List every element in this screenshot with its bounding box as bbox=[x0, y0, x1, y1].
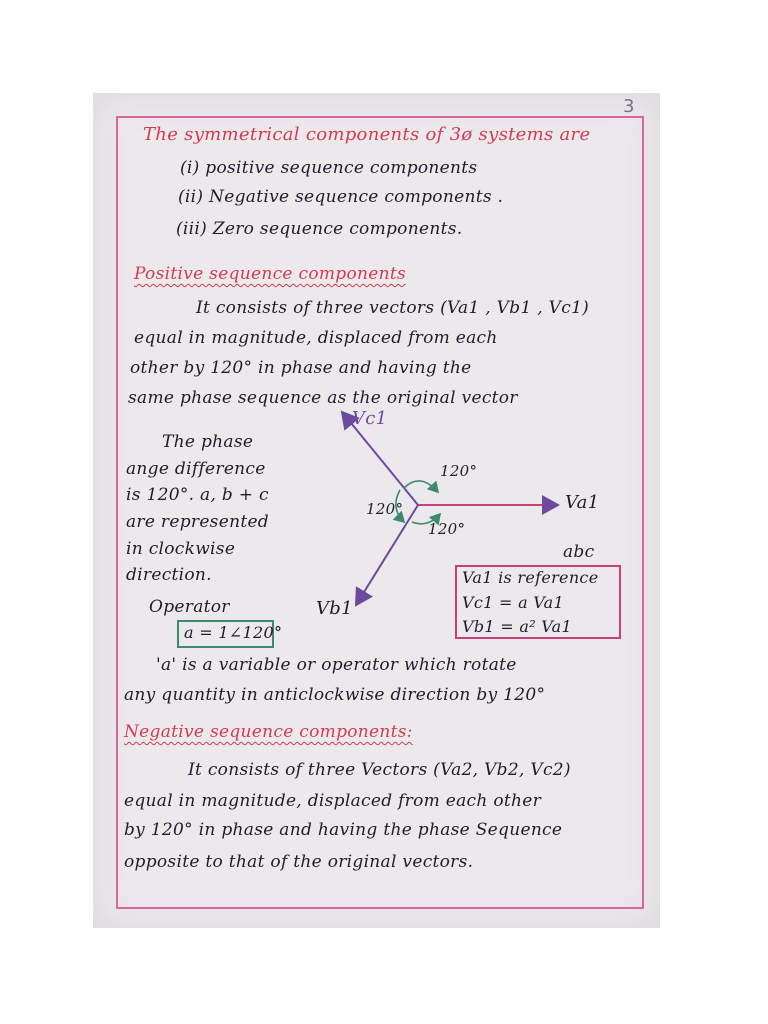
side-note-line: are represented bbox=[126, 512, 269, 532]
section-heading-positive: Positive sequence components bbox=[134, 264, 406, 284]
section-heading-negative: Negative sequence components: bbox=[124, 722, 413, 742]
sequence-label: abc bbox=[563, 542, 595, 562]
paragraph-line: by 120° in phase and having the phase Sequence bbox=[124, 820, 563, 840]
label-angle-top: 120° bbox=[440, 462, 478, 480]
operator-note-line: 'a' is a variable or operator which rotate bbox=[156, 655, 517, 675]
operator-note-line: any quantity in anticlockwise direction by 120° bbox=[124, 685, 546, 705]
label-vb1: Vb1 bbox=[316, 598, 353, 619]
label-angle-left: 120° bbox=[366, 500, 404, 518]
reference-line: Vb1 = a² Va1 bbox=[462, 617, 572, 636]
phasor-vb1-arrow bbox=[356, 505, 418, 605]
operator-label: Operator bbox=[149, 597, 230, 617]
side-note-line: ange difference bbox=[126, 459, 266, 479]
paragraph-line: equal in magnitude, displaced from each other bbox=[124, 791, 542, 811]
label-angle-bottom: 120° bbox=[428, 520, 466, 538]
angle-arc-top bbox=[404, 481, 438, 492]
paragraph-line: same phase sequence as the original vector bbox=[128, 388, 518, 408]
list-item: (i) positive sequence components bbox=[180, 158, 478, 178]
list-item: (ii) Negative sequence components . bbox=[178, 187, 504, 207]
operator-value: a = 1∠120° bbox=[184, 623, 283, 642]
side-note-line: is 120°. a, b + c bbox=[126, 485, 269, 505]
label-va1: Va1 bbox=[565, 492, 600, 513]
paragraph-line: It consists of three Vectors (Va2, Vb2, Vc2) bbox=[188, 760, 571, 780]
paragraph-line: opposite to that of the original vectors. bbox=[124, 852, 474, 872]
reference-line: Vc1 = a Va1 bbox=[462, 593, 565, 612]
paragraph-line: equal in magnitude, displaced from each bbox=[134, 328, 498, 348]
page-title: The symmetrical components of 3ø systems are bbox=[143, 124, 591, 145]
list-item: (iii) Zero sequence components. bbox=[176, 219, 463, 239]
side-note-line: direction. bbox=[126, 565, 212, 585]
reference-line: Va1 is reference bbox=[462, 568, 599, 587]
paragraph-line: other by 120° in phase and having the bbox=[130, 358, 472, 378]
side-note-line: in clockwise bbox=[126, 539, 236, 559]
page-number: 3 bbox=[623, 96, 635, 117]
paragraph-line: It consists of three vectors (Va1 , Vb1 , Vc1) bbox=[196, 298, 590, 318]
label-vc1: Vc1 bbox=[352, 408, 388, 429]
side-note-line: The phase bbox=[162, 432, 254, 452]
